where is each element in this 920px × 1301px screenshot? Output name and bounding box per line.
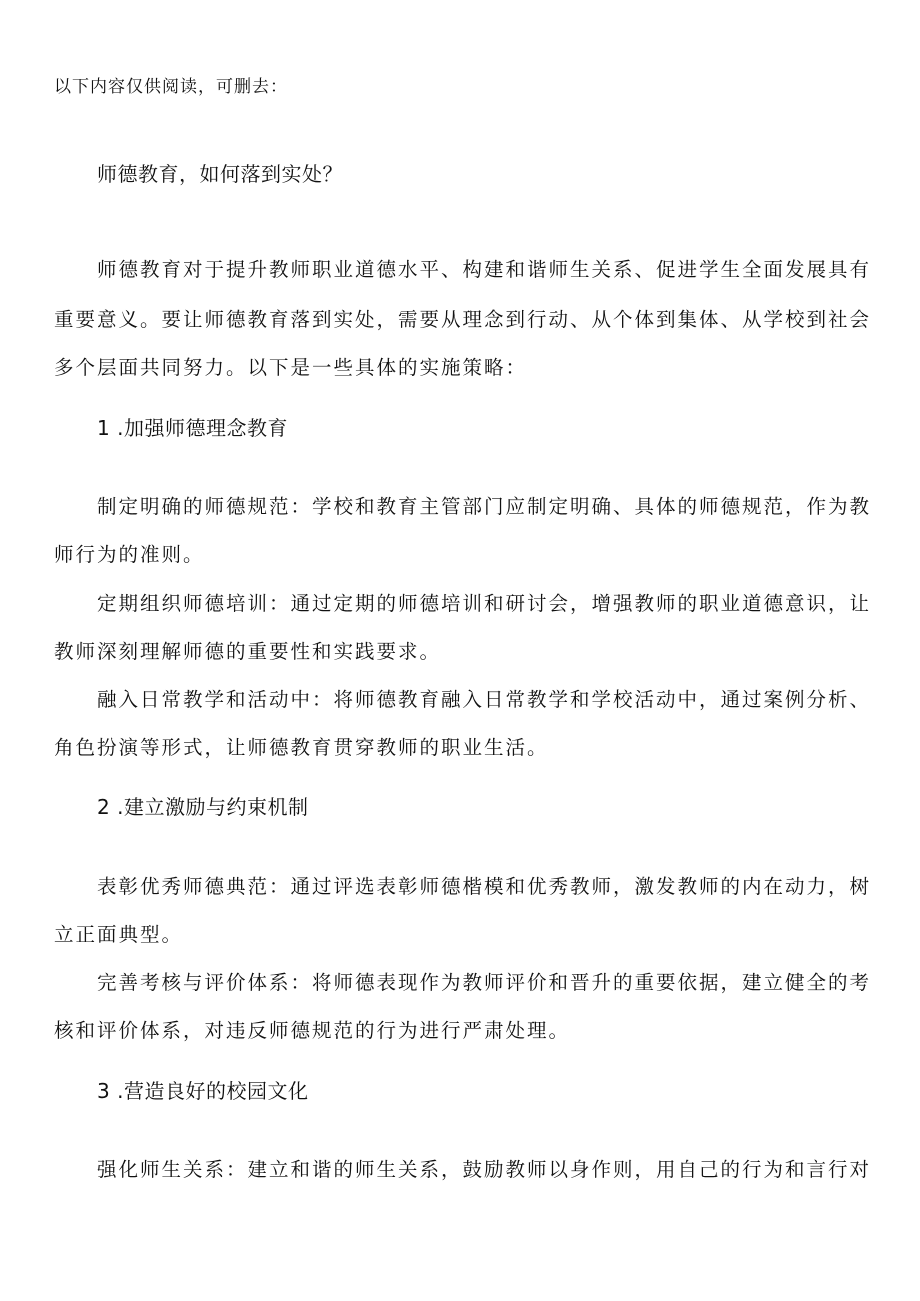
section-2-line-2: 立正面典型。 [54, 923, 184, 946]
section-1-line-5: 融入日常教学和活动中：将师德教育融入日常教学和学校活动中，通过案例分析、 [97, 688, 872, 711]
section-2-line-4: 核和评价体系，对违反师德规范的行为进行严肃处理。 [54, 1019, 571, 1042]
section-1-line-3: 定期组织师德培训：通过定期的师德培训和研讨会，增强教师的职业道德意识，让 [97, 592, 872, 615]
intro-line-3: 多个层面共同努力。以下是一些具体的实施策略： [54, 356, 528, 379]
section-1-line-4: 教师深刻理解师德的重要性和实践要求。 [54, 640, 442, 663]
section-2-line-1: 表彰优秀师德典范：通过评选表彰师德楷模和优秀教师，激发教师的内在动力，树 [97, 875, 872, 898]
document-title: 师德教育，如何落到实处？ [97, 162, 343, 186]
section-1-line-6: 角色扮演等形式，让师德教育贯穿教师的职业生活。 [54, 736, 549, 759]
section-1-line-2: 师行为的准则。 [54, 543, 205, 566]
section-1-heading: 1 .加强师德理念教育 [97, 416, 288, 440]
section-1-line-1: 制定明确的师德规范：学校和教育主管部门应制定明确、具体的师德规范，作为教 [97, 495, 872, 518]
intro-line-1: 师德教育对于提升教师职业道德水平、构建和谐师生关系、促进学生全面发展具有 [97, 258, 872, 281]
section-2-heading: 2 .建立激励与约束机制 [97, 795, 309, 819]
reading-note: 以下内容仅供阅读，可删去： [54, 77, 288, 97]
section-2-line-3: 完善考核与评价体系：将师德表现作为教师评价和晋升的重要依据，建立健全的考 [97, 971, 872, 994]
intro-line-2: 重要意义。要让师德教育落到实处，需要从理念到行动、从个体到集体、从学校到社会 [54, 308, 872, 331]
section-3-heading: 3 .营造良好的校园文化 [97, 1079, 309, 1103]
section-3-line-1: 强化师生关系：建立和谐的师生关系，鼓励教师以身作则，用自己的行为和言行对 [97, 1158, 872, 1181]
